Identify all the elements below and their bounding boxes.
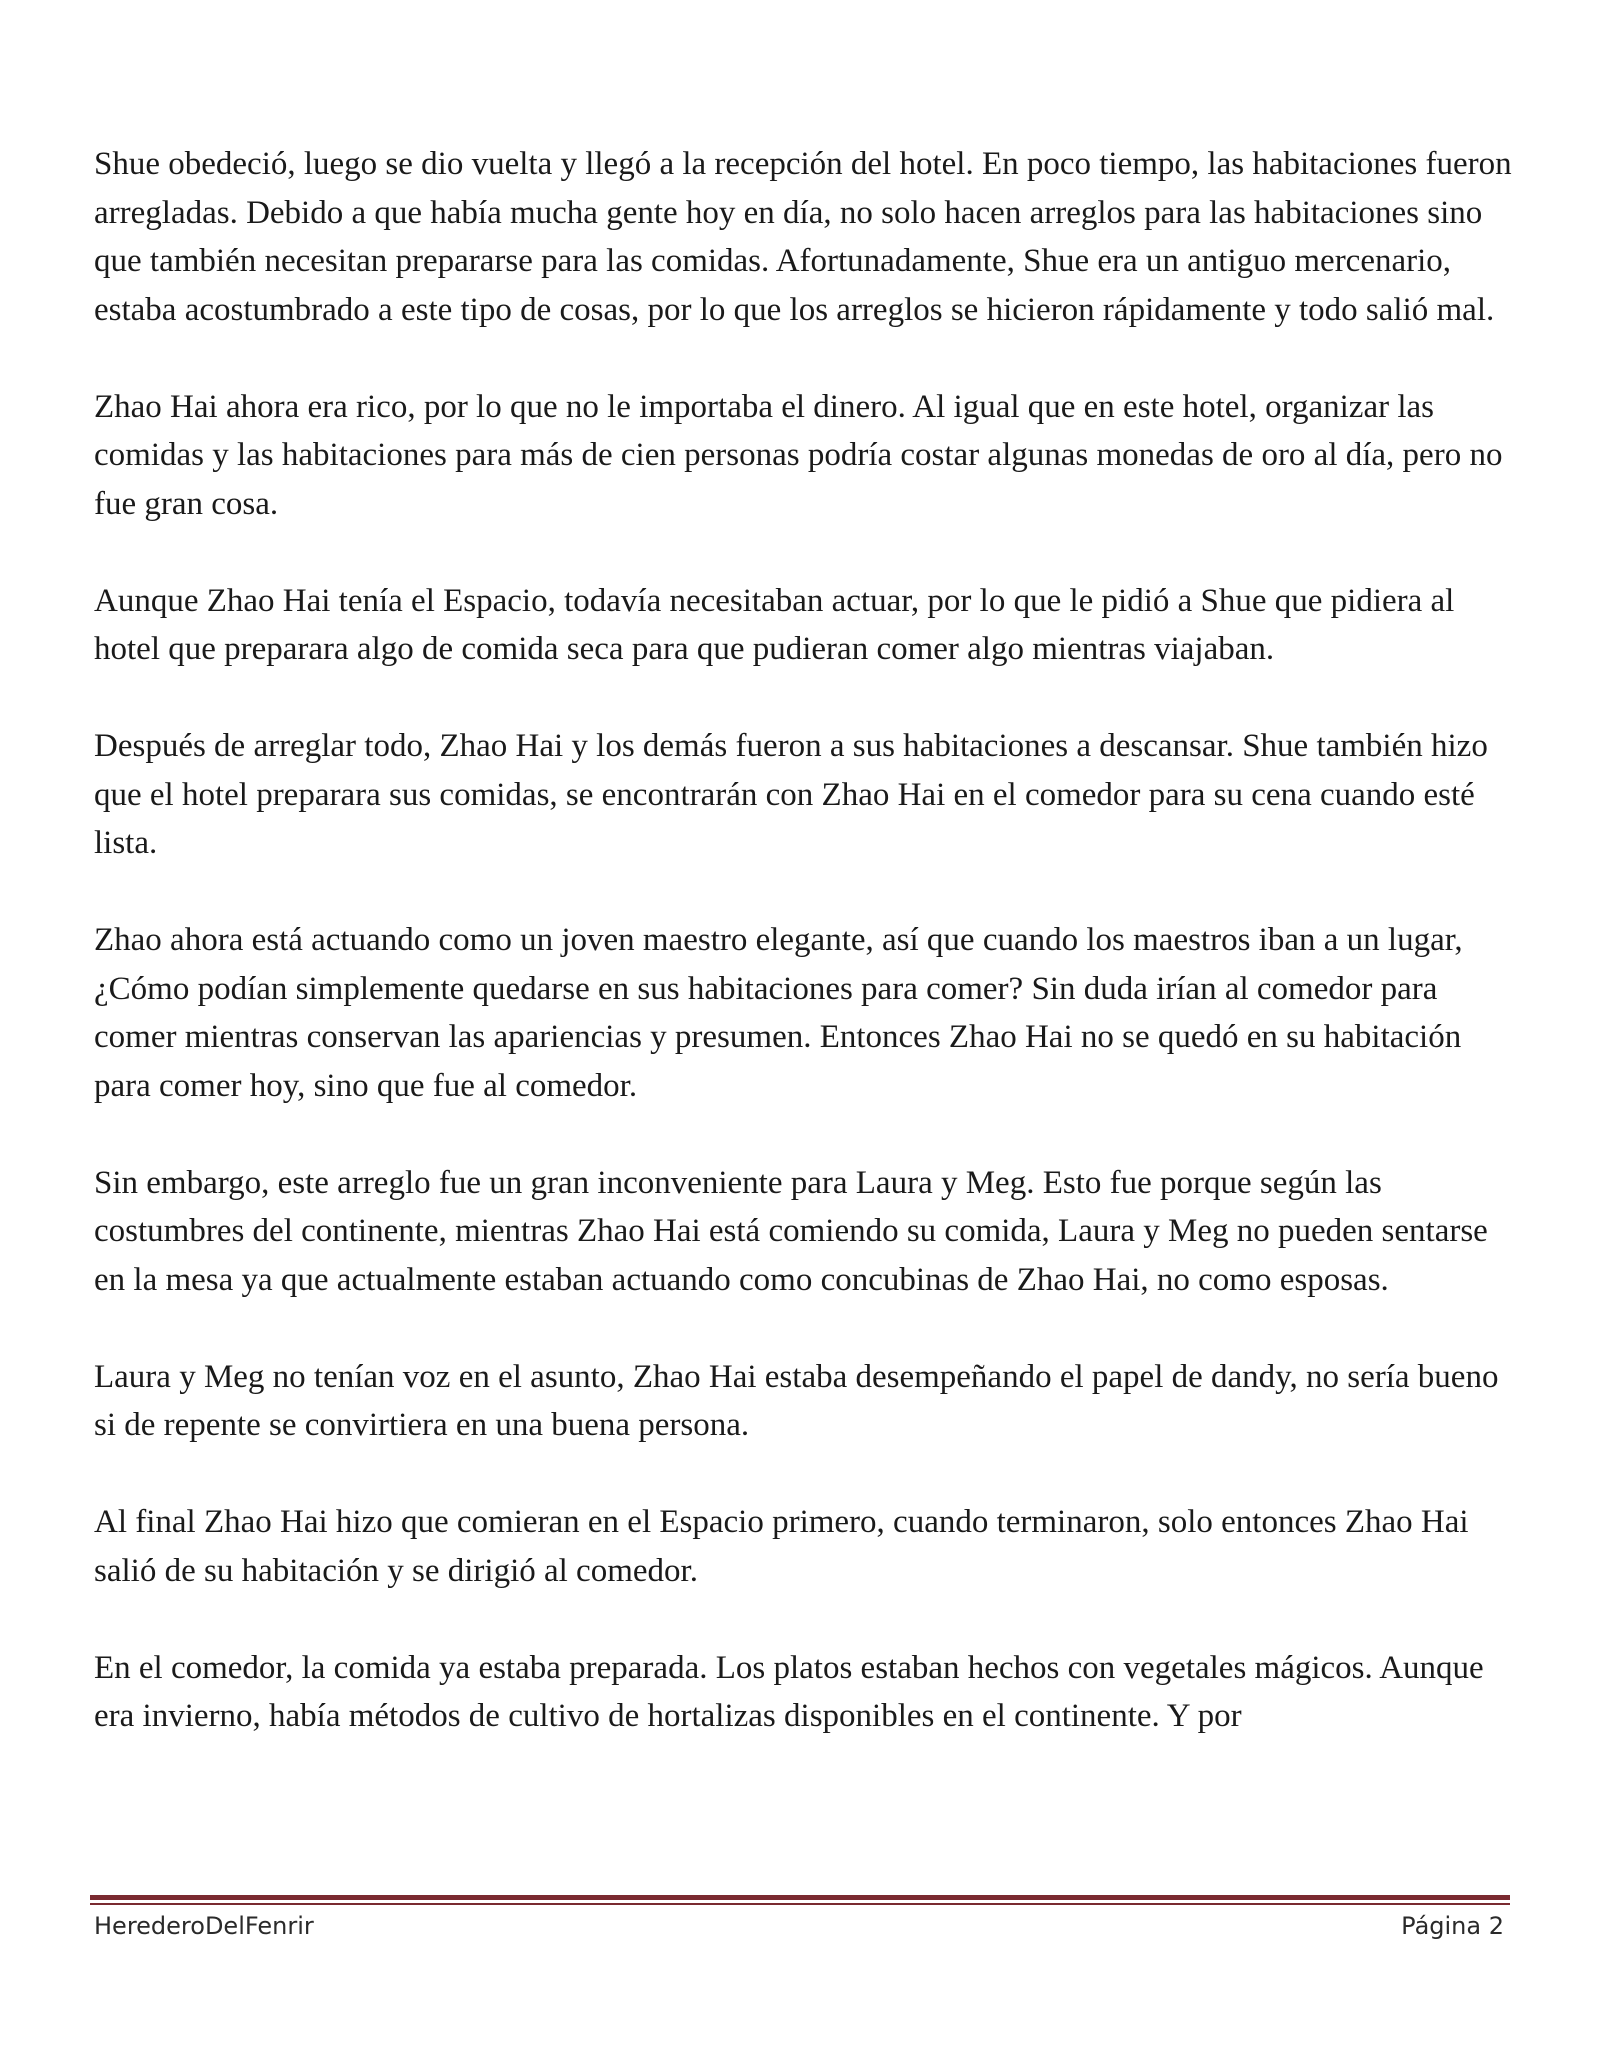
footer-divider-thick bbox=[90, 1895, 1510, 1900]
paragraph-9: En el comedor, la comida ya estaba preparada. Los platos estaban hechos con vegetales mágicos. Aunque era invierno, había métodos de cultivo de hortalizas disponibles en el continente. Y por bbox=[94, 1649, 1484, 1734]
paragraph-4: Después de arreglar todo, Zhao Hai y los demás fueron a sus habitaciones a descansar. Shue también hizo que el hotel preparara sus comidas, se encontrarán con Zhao Hai en el comedor para su cena cuando esté lista. bbox=[94, 728, 1488, 861]
paragraph-3: Aunque Zhao Hai tenía el Espacio, todavía necesitaban actuar, por lo que le pidió a Shue que pidiera al hotel que preparara algo de comida seca para que pudieran comer algo mientras viajaban. bbox=[94, 582, 1455, 667]
paragraph-5: Zhao ahora está actuando como un joven maestro elegante, así que cuando los maestros iban a un lugar, ¿Cómo podían simplemente quedarse en sus habitaciones para comer? Sin duda irían al comedor para comer mientras conservan las apariencias y presumen. Entonces Zhao Hai no se quedó en su habitación para comer hoy, sino que fue al comedor. bbox=[94, 922, 1463, 1104]
footer-divider-thin bbox=[90, 1903, 1510, 1905]
paragraph-1: Shue obedeció, luego se dio vuelta y llegó a la recepción del hotel. En poco tiempo, las habitaciones fueron arregladas. Debido a que había mucha gente hoy en día, no solo hacen arreglos para las habitaciones sino que también necesitan prepararse para las comidas. Afortunadamente, Shue era un antiguo mercenario, estaba acostumbrado a este tipo de cosas, por lo que los arreglos se hicieron rápidamente y todo salió mal. bbox=[94, 146, 1512, 328]
paragraph-7: Laura y Meg no tenían voz en el asunto, Zhao Hai estaba desempeñando el papel de dandy, no sería bueno si de repente se convirtiera en una buena persona. bbox=[94, 1358, 1499, 1443]
paragraph-6: Sin embargo, este arreglo fue un gran inconveniente para Laura y Meg. Esto fue porque según las costumbres del continente, mientras Zhao Hai está comiendo su comida, Laura y Meg no pueden sentarse en la mesa ya que actualmente estaban actuando como concubinas de Zhao Hai, no como esposas. bbox=[94, 1164, 1488, 1298]
footer-page-number: Página 2 bbox=[1401, 1912, 1504, 1940]
paragraph-2: Zhao Hai ahora era rico, por lo que no le importaba el dinero. Al igual que en este hotel, organizar las comidas y las habitaciones para más de cien personas podría costar algunas monedas de oro al día, pero no fue gran cosa. bbox=[94, 388, 1503, 522]
paragraph-8: Al final Zhao Hai hizo que comieran en el Espacio primero, cuando terminaron, solo entonces Zhao Hai salió de su habitación y se dirigió al comedor. bbox=[94, 1504, 1469, 1589]
body-text bbox=[94, 140, 1524, 1789]
footer-author: HerederoDelFenrir bbox=[94, 1912, 314, 1940]
